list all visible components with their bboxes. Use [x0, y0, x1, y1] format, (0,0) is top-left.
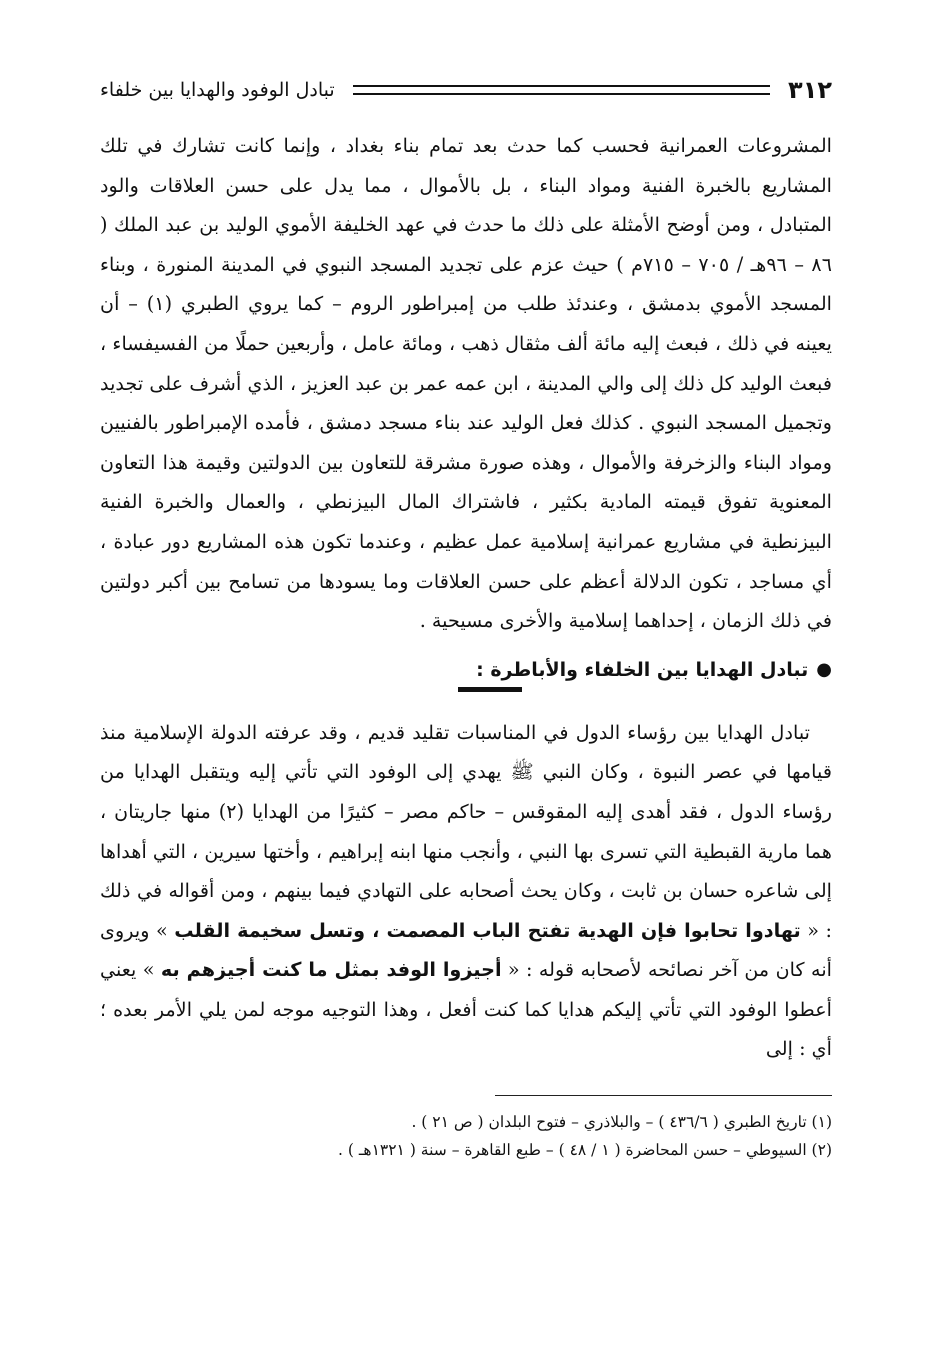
heading-underline-area: [100, 685, 832, 699]
paragraph-2-part-1: تبادل الهدايا بين رؤساء الدول في المناسبات تقليد قديم ، وقد عرفته الدولة الإسلامية منذ قيامها في عصر النبوة ، وكان النبي ﷺ يهدي إلى الوفود التي تأتي إليه ويتقبل الهدايا من رؤساء الدول ، فقد أهدى إليه المقوقس – حاكم مصر – كثيرًا من الهدايا (٢) منها جاريتان ، هما مارية القبطية التي تسرى بها النبي ، وأنجب منها ابنه إبراهيم ، وأختها سيرين ، التي أهداها إلى شاعره حسان بن ثابت ، وكان يحث أصحابه على التهادي فيما بينهم ، ومن أقواله في ذلك : «: [100, 720, 832, 942]
header-double-rule: [353, 85, 770, 95]
body-paragraph-2: [100, 713, 832, 1069]
section-heading-text: تبادل الهدايا بين الخلفاء والأباطرة :: [476, 658, 809, 681]
body-paragraph-1: المشروعات العمرانية فحسب كما حدث بعد تمام بناء بغداد ، وإنما كانت تشارك في تلك المشاريع بالخبرة الفنية ومواد البناء ، بل بالأموال ، مما يدل على حسن العلاقات والود المتبادل ، ومن أوضح الأمثلة على ذلك ما حدث في عهد الخليفة الأموي الوليد بن عبد الملك ( ٨٦ – ٩٦هـ / ٧٠٥ – ٧١٥م ) حيث عزم على تجديد المسجد النبوي في المدينة المنورة ، وبناء المسجد الأموي بدمشق ، وعندئذ طلب من إمبراطور الروم – كما يروي الطبري (١) – أن يعينه في ذلك ، فبعث إليه مائة ألف مثقال ذهب ، ومائة عامل ، وأربعين حملًا من الفسيفساء ، فبعث الوليد كل ذلك إلى والي المدينة ، ابن عمه عمر بن عبد العزيز ، الذي أشرف على تجديد وتجميل المسجد النبوي . كذلك فعل الوليد عند بناء مسجد دمشق ، فأمده الإمبراطور بالفنيين ومواد البناء والزخرفة والأموال ، وهذه صورة مشرقة للتعاون بين الدولتين وقيمة هذا التعاون المعنوية تفوق قيمته المادية بكثير ، فاشتراك المال البيزنطي ، والعمال والخبرة الفنية البيزنطية في مشاريع عمرانية إسلامية عمل عظيم ، وعندما تكون هذه المشاريع دور عبادة ، أي مساجد ، تكون الدلالة أعظم على حسن العلاقات وما يسودها من تسامح بين أكبر دولتين في ذلك الزمان ، إحداهما إسلامية والأخرى مسيحية .: [100, 134, 833, 633]
footnotes: [100, 1108, 832, 1164]
running-title: تبادل الوفود والهدايا بين خلفاء: [100, 79, 335, 101]
book-page: [100, 70, 832, 1331]
page-header: [100, 70, 832, 110]
footnote-1: (١) تاريخ الطبري ( ٤٣٦/٦ ) – والبلاذري – فتوح البلدان ( ص ٢١ ) .: [411, 1113, 832, 1132]
paragraph-2-part-3: » يعني أعطوا الوفود التي تأتي إليكم هدايا كما كنت أفعل ، وهذا التوجيه موجه لمن يلي الأمر بعده ؛ أي : إلى: [100, 958, 832, 1061]
hadith-quote-2: أجيزوا الوفد بمثل ما كنت أجيزهم به: [160, 958, 502, 982]
section-heading: [100, 655, 832, 685]
bullet-icon: ●: [816, 658, 832, 680]
page-number: ٣١٢: [788, 76, 832, 104]
paragraph-2-part-2: » ويروى أنه كان من آخر نصائحه لأصحابه قوله : «: [100, 918, 832, 982]
heading-underline: [458, 687, 522, 692]
footnote-2: (٢) السيوطي – حسن المحاضرة ( ١ / ٤٨ ) – طبع القاهرة – سنة ( ١٣٢١هـ ) .: [338, 1141, 832, 1160]
hadith-quote-1: تهادوا تحابوا فإن الهدية تفتح الباب المصمت ، وتسل سخيمة القلب: [174, 918, 801, 942]
footnote-separator: [495, 1095, 832, 1096]
